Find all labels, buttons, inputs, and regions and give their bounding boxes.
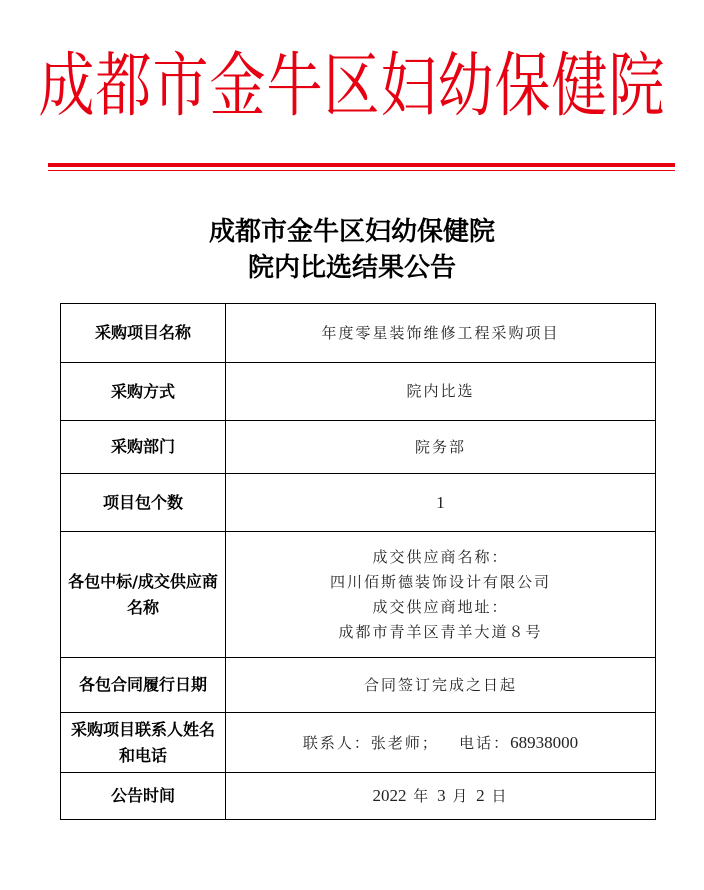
supplier-label: 各包中标/成交供应商名称 bbox=[61, 532, 226, 658]
table-row-supplier bbox=[61, 532, 656, 658]
supplier-value bbox=[226, 532, 656, 658]
table-row-package-count bbox=[61, 474, 656, 532]
contact-label: 采购项目联系人姓名和电话 bbox=[61, 713, 226, 773]
package-count-value bbox=[226, 474, 656, 532]
department-label: 采购部门 bbox=[61, 421, 226, 474]
department-value: 院务部 bbox=[226, 421, 656, 474]
letterhead-red-rule-thick bbox=[48, 163, 675, 167]
contact-value bbox=[226, 713, 656, 773]
contact-phone-label: 电话： bbox=[459, 733, 511, 752]
notice-year: 2022 bbox=[372, 786, 407, 805]
package-count-label: 项目包个数 bbox=[61, 474, 226, 532]
method-label: 采购方式 bbox=[61, 363, 226, 421]
document-title-line-1: 成都市金牛区妇幼保健院 bbox=[208, 217, 495, 247]
contact-person: 张老师； bbox=[370, 733, 439, 752]
notice-day: 2 bbox=[476, 786, 485, 805]
notice-month: 3 bbox=[437, 786, 446, 805]
table-row-contract-date bbox=[61, 658, 656, 713]
table-row-department bbox=[61, 421, 656, 474]
package-count-number: 1 bbox=[436, 492, 445, 512]
document-title-line-2: 院内比选结果公告 bbox=[247, 253, 456, 283]
project-name-label: 采购项目名称 bbox=[61, 304, 226, 363]
contract-date-value: 合同签订完成之日起 bbox=[226, 658, 656, 713]
notice-year-unit: 年 bbox=[413, 787, 431, 805]
notice-month-unit: 月 bbox=[452, 787, 470, 805]
contact-person-label: 联系人： bbox=[302, 733, 371, 752]
table-row-contact bbox=[61, 713, 656, 773]
announcement-table bbox=[60, 303, 656, 820]
contract-date-label: 各包合同履行日期 bbox=[61, 658, 226, 713]
contact-phone: 68938000 bbox=[510, 732, 579, 752]
supplier-name-label: 成交供应商名称： bbox=[372, 547, 509, 566]
table-row-method bbox=[61, 363, 656, 421]
project-name-value: 年度零星装饰维修工程采购项目 bbox=[226, 304, 656, 363]
supplier-name: 四川佰斯德装饰设计有限公司 bbox=[329, 572, 551, 591]
notice-time-label: 公告时间 bbox=[61, 773, 226, 820]
table-row-notice-time bbox=[61, 773, 656, 820]
method-value: 院内比选 bbox=[226, 363, 656, 421]
letterhead-red-rule-thin bbox=[48, 170, 675, 171]
notice-time-value bbox=[226, 773, 656, 820]
letterhead-org-name: 成都市金牛区妇幼保健院 bbox=[38, 45, 666, 127]
table-row-project-name bbox=[61, 304, 656, 363]
notice-day-unit: 日 bbox=[491, 787, 509, 805]
supplier-address: 成都市青羊区青羊大道８号 bbox=[338, 622, 543, 641]
supplier-address-label: 成交供应商地址： bbox=[372, 597, 509, 616]
